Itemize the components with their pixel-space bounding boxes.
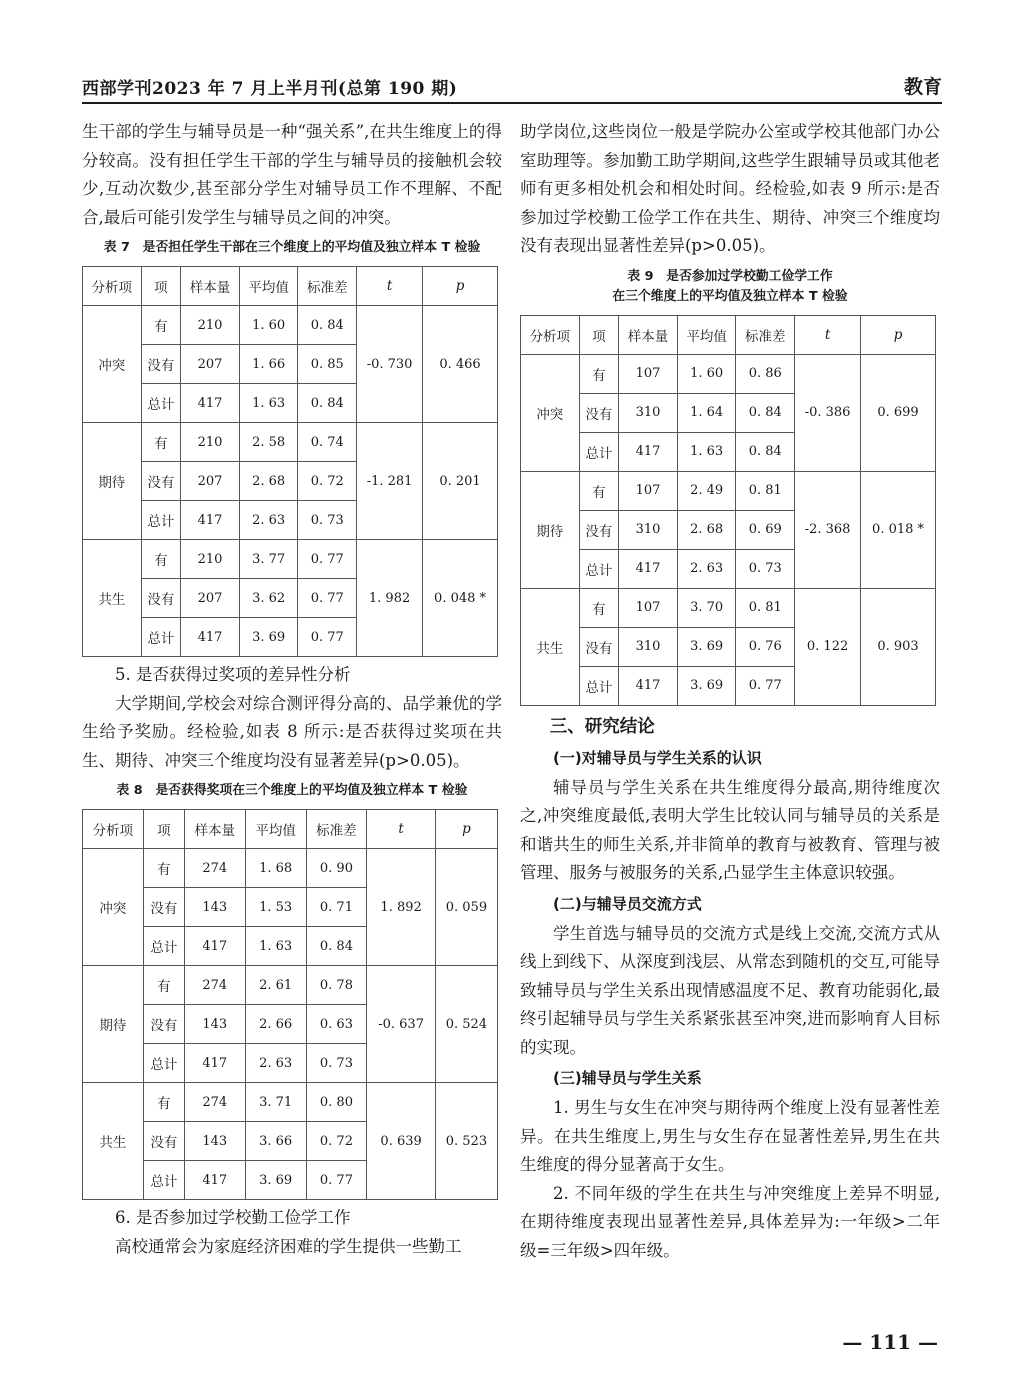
sd-cell: 0. 80 bbox=[306, 1083, 367, 1122]
sd-cell: 0. 73 bbox=[298, 501, 357, 540]
column-header: p bbox=[435, 810, 497, 849]
left-column bbox=[82, 118, 502, 1261]
mean-cell: 3. 70 bbox=[677, 588, 736, 627]
mean-cell: 3. 66 bbox=[245, 1122, 306, 1161]
item-cell: 没有 bbox=[143, 1005, 184, 1044]
sample-size-cell: 210 bbox=[181, 540, 240, 579]
item-cell: 总计 bbox=[143, 1044, 184, 1083]
sd-cell: 0. 77 bbox=[736, 666, 795, 705]
journal-title: 西部学刊2023 年 7 月上半月刊(总第 190 期) bbox=[82, 79, 458, 99]
table-row bbox=[521, 354, 936, 393]
mean-cell: 1. 53 bbox=[245, 888, 306, 927]
item-cell: 没有 bbox=[579, 627, 619, 666]
p-value-cell: 0. 048 * bbox=[423, 540, 498, 657]
item-cell: 没有 bbox=[579, 510, 619, 549]
item-cell: 没有 bbox=[143, 1122, 184, 1161]
sd-cell: 0. 81 bbox=[736, 588, 795, 627]
column-header: 样本量 bbox=[184, 810, 245, 849]
column-header: p bbox=[861, 315, 936, 354]
t-value-cell: -1. 281 bbox=[357, 423, 423, 540]
sd-cell: 0. 86 bbox=[736, 354, 795, 393]
section-5-heading: 5. 是否获得过奖项的差异性分析 bbox=[115, 665, 351, 684]
sample-size-cell: 107 bbox=[619, 354, 678, 393]
mean-cell: 2. 49 bbox=[677, 471, 736, 510]
sample-size-cell: 417 bbox=[619, 432, 678, 471]
column-header: t bbox=[795, 315, 861, 354]
p-value-cell: 0. 018 * bbox=[861, 471, 936, 588]
p-value-cell: 0. 523 bbox=[435, 1083, 497, 1200]
dimension-cell: 共生 bbox=[83, 1083, 144, 1200]
column-header: 样本量 bbox=[181, 267, 240, 306]
column-header: 分析项 bbox=[521, 315, 580, 354]
item-cell: 总计 bbox=[143, 1161, 184, 1200]
sample-size-cell: 107 bbox=[619, 471, 678, 510]
left-para-1: 生干部的学生与辅导员是一种“强关系”,在共生维度上的得分较高。没有担任学生干部的学生与辅导员的接触机会较少,互动次数少,甚至部分学生对辅导员工作不理解、不配合,最后可能引发学生与辅导员之间的冲突。 bbox=[82, 122, 502, 227]
column-header: p bbox=[423, 267, 498, 306]
section-6-heading: 6. 是否参加过学校勤工俭学工作 bbox=[115, 1208, 351, 1227]
table-7-caption: 表 7 是否担任学生干部在三个维度上的平均值及独立样本 T 检验 bbox=[103, 240, 481, 255]
column-header: 平均值 bbox=[245, 810, 306, 849]
sample-size-cell: 210 bbox=[181, 423, 240, 462]
mean-cell: 1. 66 bbox=[239, 345, 298, 384]
dimension-cell: 冲突 bbox=[83, 306, 142, 423]
mean-cell: 3. 69 bbox=[677, 627, 736, 666]
sample-size-cell: 207 bbox=[181, 579, 240, 618]
dimension-cell: 共生 bbox=[521, 588, 580, 705]
sample-size-cell: 417 bbox=[184, 927, 245, 966]
item-cell: 没有 bbox=[143, 888, 184, 927]
column-header: 项 bbox=[579, 315, 619, 354]
dimension-cell: 共生 bbox=[83, 540, 142, 657]
table-row bbox=[83, 966, 498, 1005]
column-header: t bbox=[357, 267, 423, 306]
item-cell: 没有 bbox=[141, 345, 181, 384]
mean-cell: 2. 63 bbox=[239, 501, 298, 540]
sd-cell: 0. 90 bbox=[306, 849, 367, 888]
sd-cell: 0. 77 bbox=[298, 540, 357, 579]
mean-cell: 1. 63 bbox=[245, 927, 306, 966]
t-value-cell: -0. 386 bbox=[795, 354, 861, 471]
sample-size-cell: 417 bbox=[181, 501, 240, 540]
p-value-cell: 0. 699 bbox=[861, 354, 936, 471]
mean-cell: 2. 68 bbox=[677, 510, 736, 549]
column-header: 平均值 bbox=[677, 315, 736, 354]
column-header: 标准差 bbox=[298, 267, 357, 306]
sample-size-cell: 417 bbox=[181, 618, 240, 657]
sample-size-cell: 310 bbox=[619, 510, 678, 549]
mean-cell: 2. 63 bbox=[245, 1044, 306, 1083]
sd-cell: 0. 81 bbox=[736, 471, 795, 510]
section-5-para: 大学期间,学校会对综合测评得分高的、品学兼优的学生给予奖励。经检验,如表 8 所示:是否获得过奖项在共生、期待、冲突三个维度均没有显著差异(p>0.05)。 bbox=[82, 693, 502, 770]
sample-size-cell: 210 bbox=[181, 306, 240, 345]
column-header: 标准差 bbox=[736, 315, 795, 354]
table-row bbox=[521, 471, 936, 510]
item-cell: 有 bbox=[143, 1083, 184, 1122]
sd-cell: 0. 84 bbox=[298, 306, 357, 345]
subheading-1: (一)对辅导员与学生关系的认识 bbox=[553, 748, 762, 767]
sd-cell: 0. 73 bbox=[306, 1044, 367, 1083]
conclusion-para-1: 辅导员与学生关系在共生维度得分最高,期待维度次之,冲突维度最低,表明大学生比较认同与辅导员的关系是和谐共生的师生关系,并非简单的教育与被教育、管理与被管理、服务与被服务的关系,凸显学生主体意识较强。 bbox=[520, 777, 940, 882]
item-cell: 有 bbox=[579, 354, 619, 393]
right-column bbox=[520, 118, 940, 1265]
column-header: 标准差 bbox=[306, 810, 367, 849]
p-value-cell: 0. 524 bbox=[435, 966, 497, 1083]
sd-cell: 0. 72 bbox=[306, 1122, 367, 1161]
conclusion-para-3: 1. 男生与女生在冲突与期待两个维度上没有显著性差异。在共生维度上,男生与女生存在显著性差异,男生在共生维度的得分显著高于女生。 bbox=[520, 1098, 940, 1174]
mean-cell: 1. 63 bbox=[239, 384, 298, 423]
mean-cell: 2. 58 bbox=[239, 423, 298, 462]
t-value-cell: -0. 637 bbox=[367, 966, 436, 1083]
item-cell: 没有 bbox=[141, 579, 181, 618]
column-header: 项 bbox=[143, 810, 184, 849]
mean-cell: 1. 60 bbox=[677, 354, 736, 393]
mean-cell: 3. 77 bbox=[239, 540, 298, 579]
t-value-cell: 1. 892 bbox=[367, 849, 436, 966]
sample-size-cell: 274 bbox=[184, 1083, 245, 1122]
table-8 bbox=[82, 809, 498, 1200]
column-header: 平均值 bbox=[239, 267, 298, 306]
sample-size-cell: 274 bbox=[184, 849, 245, 888]
sd-cell: 0. 69 bbox=[736, 510, 795, 549]
item-cell: 有 bbox=[141, 540, 181, 579]
dimension-cell: 期待 bbox=[83, 423, 142, 540]
dimension-cell: 冲突 bbox=[83, 849, 144, 966]
table-header-row bbox=[83, 267, 498, 306]
subheading-2: (二)与辅导员交流方式 bbox=[553, 894, 702, 913]
table-9-caption-line1: 表 9 是否参加过学校勤工俭学工作 bbox=[627, 268, 833, 284]
table-row bbox=[83, 540, 498, 579]
column-header: 样本量 bbox=[619, 315, 678, 354]
p-value-cell: 0. 201 bbox=[423, 423, 498, 540]
sd-cell: 0. 84 bbox=[736, 393, 795, 432]
item-cell: 总计 bbox=[579, 666, 619, 705]
sample-size-cell: 417 bbox=[181, 384, 240, 423]
item-cell: 总计 bbox=[141, 618, 181, 657]
sample-size-cell: 207 bbox=[181, 345, 240, 384]
item-cell: 有 bbox=[141, 306, 181, 345]
item-cell: 总计 bbox=[579, 549, 619, 588]
t-value-cell: 0. 639 bbox=[367, 1083, 436, 1200]
column-header: t bbox=[367, 810, 436, 849]
sample-size-cell: 143 bbox=[184, 1122, 245, 1161]
t-value-cell: 1. 982 bbox=[357, 540, 423, 657]
sample-size-cell: 417 bbox=[184, 1161, 245, 1200]
item-cell: 有 bbox=[143, 966, 184, 1005]
page-number: — 111 — bbox=[842, 1330, 938, 1354]
item-cell: 没有 bbox=[141, 462, 181, 501]
sd-cell: 0. 73 bbox=[736, 549, 795, 588]
sample-size-cell: 310 bbox=[619, 393, 678, 432]
sample-size-cell: 274 bbox=[184, 966, 245, 1005]
item-cell: 总计 bbox=[141, 384, 181, 423]
sample-size-cell: 417 bbox=[184, 1044, 245, 1083]
sample-size-cell: 310 bbox=[619, 627, 678, 666]
sd-cell: 0. 77 bbox=[306, 1161, 367, 1200]
table-9-caption-line2: 在三个维度上的平均值及独立样本 T 检验 bbox=[612, 288, 848, 304]
item-cell: 有 bbox=[579, 471, 619, 510]
item-cell: 总计 bbox=[579, 432, 619, 471]
table-header-row bbox=[521, 315, 936, 354]
item-cell: 总计 bbox=[141, 501, 181, 540]
mean-cell: 2. 66 bbox=[245, 1005, 306, 1044]
item-cell: 没有 bbox=[579, 393, 619, 432]
mean-cell: 1. 68 bbox=[245, 849, 306, 888]
column-header: 项 bbox=[141, 267, 181, 306]
table-row bbox=[83, 1083, 498, 1122]
sample-size-cell: 143 bbox=[184, 888, 245, 927]
item-cell: 有 bbox=[579, 588, 619, 627]
section-6-para: 高校通常会为家庭经济困难的学生提供一些勤工 bbox=[115, 1236, 462, 1256]
sd-cell: 0. 84 bbox=[298, 384, 357, 423]
table-row bbox=[83, 849, 498, 888]
right-para-1: 助学岗位,这些岗位一般是学院办公室或学校其他部门办公室助理等。参加勤工助学期间,这些学生跟辅导员或其他老师有更多相处机会和相处时间。经检验,如表 9 所示:是否参加过学校勤工俭学工作在共生、期待、冲突三个维度均没有表现出显著性差异(p>0.05)。 bbox=[520, 122, 940, 255]
mean-cell: 2. 63 bbox=[677, 549, 736, 588]
sd-cell: 0. 74 bbox=[298, 423, 357, 462]
mean-cell: 1. 60 bbox=[239, 306, 298, 345]
sd-cell: 0. 77 bbox=[298, 579, 357, 618]
item-cell: 有 bbox=[141, 423, 181, 462]
table-row bbox=[521, 588, 936, 627]
sd-cell: 0. 72 bbox=[298, 462, 357, 501]
sd-cell: 0. 71 bbox=[306, 888, 367, 927]
table-header-row bbox=[83, 810, 498, 849]
mean-cell: 3. 69 bbox=[245, 1161, 306, 1200]
sd-cell: 0. 77 bbox=[298, 618, 357, 657]
mean-cell: 3. 71 bbox=[245, 1083, 306, 1122]
t-value-cell: -2. 368 bbox=[795, 471, 861, 588]
sd-cell: 0. 76 bbox=[736, 627, 795, 666]
column-header: 分析项 bbox=[83, 267, 142, 306]
sample-size-cell: 207 bbox=[181, 462, 240, 501]
conclusion-heading: 三、研究结论 bbox=[549, 716, 655, 737]
p-value-cell: 0. 466 bbox=[423, 306, 498, 423]
mean-cell: 3. 69 bbox=[239, 618, 298, 657]
mean-cell: 1. 63 bbox=[677, 432, 736, 471]
sample-size-cell: 143 bbox=[184, 1005, 245, 1044]
section-label: 教育 bbox=[903, 76, 942, 98]
dimension-cell: 冲突 bbox=[521, 354, 580, 471]
p-value-cell: 0. 059 bbox=[435, 849, 497, 966]
item-cell: 有 bbox=[143, 849, 184, 888]
mean-cell: 1. 64 bbox=[677, 393, 736, 432]
sample-size-cell: 417 bbox=[619, 549, 678, 588]
sd-cell: 0. 84 bbox=[736, 432, 795, 471]
subheading-3: (三)辅导员与学生关系 bbox=[553, 1069, 702, 1087]
table-9 bbox=[520, 315, 936, 706]
mean-cell: 3. 69 bbox=[677, 666, 736, 705]
table-row bbox=[83, 306, 498, 345]
page-header bbox=[82, 70, 942, 104]
column-header: 分析项 bbox=[83, 810, 144, 849]
mean-cell: 3. 62 bbox=[239, 579, 298, 618]
dimension-cell: 期待 bbox=[83, 966, 144, 1083]
sd-cell: 0. 63 bbox=[306, 1005, 367, 1044]
dimension-cell: 期待 bbox=[521, 471, 580, 588]
conclusion-para-2: 学生首选与辅导员的交流方式是线上交流,交流方式从线上到线下、从深度到浅层、从常态到随机的交互,可能导致辅导员与学生关系出现情感温度不足、教育功能弱化,最终引起辅导员与学生关系紧张甚至冲突,进而影响育人目标的实现。 bbox=[520, 923, 940, 1057]
sd-cell: 0. 84 bbox=[306, 927, 367, 966]
t-value-cell: 0. 122 bbox=[795, 588, 861, 705]
table-8-caption: 表 8 是否获得奖项在三个维度上的平均值及独立样本 T 检验 bbox=[116, 783, 468, 798]
sd-cell: 0. 78 bbox=[306, 966, 367, 1005]
item-cell: 总计 bbox=[143, 927, 184, 966]
t-value-cell: -0. 730 bbox=[357, 306, 423, 423]
table-7 bbox=[82, 266, 498, 657]
sample-size-cell: 107 bbox=[619, 588, 678, 627]
sd-cell: 0. 85 bbox=[298, 345, 357, 384]
p-value-cell: 0. 903 bbox=[861, 588, 936, 705]
conclusion-para-4: 2. 不同年级的学生在共生与冲突维度上差异不明显,在期待维度表现出显著性差异,具体差异为:一年级>二年级=三年级>四年级。 bbox=[520, 1183, 940, 1260]
sample-size-cell: 417 bbox=[619, 666, 678, 705]
mean-cell: 2. 61 bbox=[245, 966, 306, 1005]
mean-cell: 2. 68 bbox=[239, 462, 298, 501]
table-row bbox=[83, 423, 498, 462]
